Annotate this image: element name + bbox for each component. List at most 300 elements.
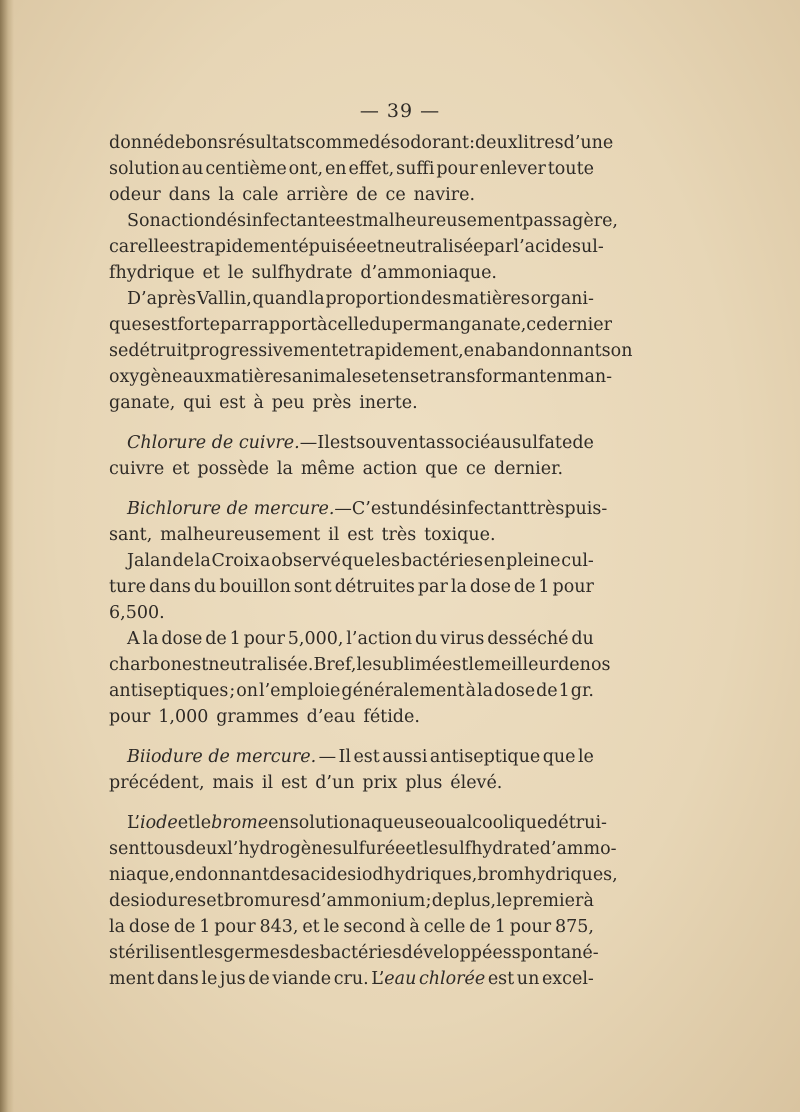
word: dose xyxy=(128,917,170,937)
word: du xyxy=(193,577,217,597)
word: la xyxy=(142,629,159,649)
text-line xyxy=(109,626,594,652)
word: se xyxy=(109,341,129,361)
word: C’est xyxy=(351,499,398,519)
word: ment xyxy=(109,969,155,989)
text-line xyxy=(109,678,594,704)
word: : xyxy=(469,133,475,153)
text-line xyxy=(109,770,594,796)
word: L’iode xyxy=(127,813,178,833)
word: suffi xyxy=(396,159,435,179)
word: dans xyxy=(168,185,211,205)
word: a xyxy=(260,551,271,571)
word: Il xyxy=(317,433,330,453)
word: souvent xyxy=(356,433,426,453)
word: brome xyxy=(211,813,269,833)
word: pleine xyxy=(506,551,561,571)
word: de xyxy=(205,629,227,649)
word: dans xyxy=(156,969,199,989)
word: de xyxy=(536,681,558,701)
word: solution xyxy=(109,159,180,179)
word: niaque, xyxy=(109,865,175,885)
word: dose xyxy=(494,681,536,701)
text-line xyxy=(109,548,594,574)
word: est xyxy=(280,773,308,793)
word: d’eau xyxy=(306,707,356,727)
word: est xyxy=(487,969,515,989)
word: 1 xyxy=(538,577,550,597)
word: animales xyxy=(291,367,372,387)
word: de xyxy=(173,917,196,937)
word: bromhydriques, xyxy=(477,865,618,885)
body-text xyxy=(109,130,633,992)
word: permanganate, xyxy=(391,315,527,335)
text-line xyxy=(109,156,594,182)
word: nos xyxy=(579,655,611,675)
word: le xyxy=(195,813,212,833)
word: et xyxy=(366,237,384,257)
word: est xyxy=(347,525,374,545)
word: le xyxy=(422,839,439,859)
word: sublimé xyxy=(372,655,443,675)
word: le xyxy=(227,263,244,283)
word: précédent, xyxy=(109,773,205,793)
word: desséché xyxy=(487,629,569,649)
word: détrui- xyxy=(547,813,607,833)
word: à xyxy=(583,891,594,911)
word: est xyxy=(219,393,246,413)
word: d’ammonium xyxy=(309,891,426,911)
word: solution xyxy=(289,813,361,833)
text-line xyxy=(109,862,618,888)
word: est xyxy=(442,655,469,675)
word: le xyxy=(356,655,373,675)
word: 875, xyxy=(554,917,594,937)
word: fhydrique xyxy=(109,263,195,283)
word: en xyxy=(174,865,197,885)
section-heading: Bichlorure de mercure. xyxy=(127,499,335,519)
word: Jalan xyxy=(127,551,172,571)
word: le xyxy=(201,969,218,989)
word: abandonnant xyxy=(485,341,602,361)
word: en xyxy=(324,159,347,179)
word: sulfate xyxy=(512,433,573,453)
word: 1 xyxy=(199,917,211,937)
text-line xyxy=(109,430,594,456)
word: viande xyxy=(272,969,332,989)
word: et xyxy=(177,813,196,833)
word: désinfectant xyxy=(419,499,530,519)
word: la xyxy=(450,577,467,597)
word: dose xyxy=(161,629,203,649)
word: — xyxy=(334,499,352,519)
word: les xyxy=(198,943,224,963)
word: navire. xyxy=(413,185,476,205)
word: meilleur xyxy=(484,655,559,675)
word: gr. xyxy=(570,681,594,701)
word: transformant xyxy=(429,367,547,387)
word: épuisée xyxy=(298,237,367,257)
word: du xyxy=(414,629,438,649)
word: fétide. xyxy=(363,707,420,727)
word: est xyxy=(150,315,178,335)
word: en xyxy=(268,813,290,833)
word: matières xyxy=(452,289,530,309)
text-line xyxy=(109,364,613,390)
word: est xyxy=(329,433,357,453)
word: sont xyxy=(293,577,332,597)
word: de xyxy=(469,917,491,937)
section-heading: Chlorure de cuivre. xyxy=(127,433,300,453)
word: d’ammo- xyxy=(539,839,617,859)
word: l’acide xyxy=(513,237,573,257)
word: et xyxy=(172,459,190,479)
word: est xyxy=(169,237,196,257)
word: 5,000, xyxy=(287,629,344,649)
word: la xyxy=(308,289,325,309)
word: centième xyxy=(205,159,287,179)
word: effet, xyxy=(348,159,395,179)
word: la xyxy=(276,459,293,479)
text-line xyxy=(109,522,594,548)
word: grammes xyxy=(216,707,299,727)
word: 1 xyxy=(494,917,506,937)
word: aux xyxy=(182,367,215,387)
word: la xyxy=(109,917,126,937)
word: virus xyxy=(440,629,485,649)
word: 6,500. xyxy=(109,603,165,623)
word: on xyxy=(236,681,259,701)
word: inerte. xyxy=(359,393,418,413)
word: aqueuse xyxy=(360,813,435,833)
word: et xyxy=(405,839,423,859)
word: est xyxy=(353,747,380,767)
word: organi- xyxy=(530,289,594,309)
word: en xyxy=(463,341,486,361)
word: excel- xyxy=(541,969,594,989)
word: alcoolique xyxy=(456,813,548,833)
word: pour xyxy=(509,917,552,937)
text-line xyxy=(109,260,594,286)
text-line xyxy=(109,496,608,522)
word: observé xyxy=(271,551,341,571)
word: généralement xyxy=(341,681,465,701)
word: de xyxy=(163,133,186,153)
word: aussi xyxy=(382,747,428,767)
word: deux xyxy=(474,133,518,153)
word: et xyxy=(371,367,389,387)
page-number: — 39 — xyxy=(359,100,441,122)
word: comme xyxy=(305,133,370,153)
word: même xyxy=(300,459,355,479)
word: dernier xyxy=(546,315,612,335)
text-line xyxy=(109,888,594,914)
text-line xyxy=(109,338,633,364)
word: au xyxy=(490,433,513,453)
word: iodures xyxy=(139,891,207,911)
word: le xyxy=(496,891,513,911)
word: des xyxy=(288,943,320,963)
word: la xyxy=(194,551,211,571)
word: le xyxy=(323,917,340,937)
text-line xyxy=(109,940,599,966)
word: détruites xyxy=(334,577,415,597)
word: Bref, xyxy=(313,655,357,675)
word: odeur xyxy=(109,185,161,205)
text-line xyxy=(109,456,594,482)
word: sulfurée xyxy=(332,839,406,859)
word: à xyxy=(409,917,420,937)
word: oxygène xyxy=(109,367,183,387)
word: Il xyxy=(338,747,352,767)
word: bactéries xyxy=(319,943,402,963)
word: enlever xyxy=(479,159,546,179)
word: d’un xyxy=(315,773,355,793)
text-line xyxy=(109,390,594,416)
word: se xyxy=(410,367,430,387)
word: plus, xyxy=(453,891,497,911)
word: est xyxy=(335,211,363,231)
word: iodhydriques, xyxy=(356,865,478,885)
word: ont, xyxy=(288,159,324,179)
word: malheureusement xyxy=(362,211,523,231)
word: sant, xyxy=(109,525,153,545)
word: second xyxy=(343,917,406,937)
word: la xyxy=(218,185,235,205)
word: 843, xyxy=(259,917,299,937)
word: ; xyxy=(229,681,236,701)
word: neutralisée. xyxy=(208,655,314,675)
word: bromures xyxy=(223,891,310,911)
word: celle xyxy=(327,315,370,335)
word: par xyxy=(417,577,448,597)
word: il xyxy=(328,525,340,545)
word: ture xyxy=(109,577,147,597)
word: pour xyxy=(552,577,594,597)
word: stérilisent xyxy=(109,943,199,963)
word: rapidement, xyxy=(355,341,464,361)
text-line xyxy=(109,652,611,678)
word: de xyxy=(356,185,378,205)
word: celle xyxy=(423,917,466,937)
word: A xyxy=(127,629,140,649)
word: l’hydrogène xyxy=(227,839,333,859)
word: arrière xyxy=(286,185,349,205)
word: ce xyxy=(385,185,406,205)
word: car xyxy=(109,237,138,257)
word: deux xyxy=(184,839,228,859)
word: 1,000 xyxy=(158,707,209,727)
word: cuivre xyxy=(109,459,165,479)
word: — xyxy=(299,433,318,453)
word: que xyxy=(425,459,458,479)
word: d’une xyxy=(563,133,614,153)
text-line xyxy=(109,286,594,312)
word: rapidement xyxy=(195,237,299,257)
word: prix xyxy=(362,773,398,793)
word: associé xyxy=(425,433,491,453)
word: elle xyxy=(137,237,170,257)
word: et xyxy=(302,917,320,937)
text-line xyxy=(109,914,594,940)
text-line xyxy=(109,966,594,992)
word: très xyxy=(381,525,417,545)
word: et xyxy=(202,263,220,283)
word: résultats xyxy=(227,133,306,153)
word: en xyxy=(388,367,411,387)
word: mais xyxy=(212,773,254,793)
word: donné xyxy=(109,133,164,153)
text-line xyxy=(109,234,604,260)
text-line xyxy=(109,574,594,600)
word: jus xyxy=(219,969,246,989)
word: litres xyxy=(517,133,564,153)
word: action xyxy=(362,459,418,479)
word: et xyxy=(338,341,356,361)
word: à xyxy=(253,393,264,413)
word: est xyxy=(181,655,209,675)
word: possède xyxy=(197,459,270,479)
word: sul- xyxy=(572,237,604,257)
word: en xyxy=(546,367,568,387)
word: sulfhydrate xyxy=(438,839,540,859)
text-line xyxy=(109,744,594,770)
word: il xyxy=(261,773,274,793)
word: désodorant xyxy=(369,133,470,153)
word: ; xyxy=(425,891,432,911)
text-line xyxy=(109,836,617,862)
word: pour xyxy=(109,707,151,727)
word: sent xyxy=(109,839,147,859)
word: charbon xyxy=(109,655,182,675)
word: un xyxy=(516,969,540,989)
word: dans xyxy=(149,577,191,597)
word: à xyxy=(465,681,477,701)
word: ce xyxy=(465,459,487,479)
word: pour xyxy=(436,159,478,179)
word: du xyxy=(369,315,392,335)
word: désinfectante xyxy=(215,211,336,231)
word: développées xyxy=(401,943,512,963)
word: bactéries xyxy=(400,551,484,571)
word: d’ammoniaque. xyxy=(360,263,497,283)
word: détruit xyxy=(128,341,190,361)
word: L’eau xyxy=(371,969,417,989)
word: proportion xyxy=(325,289,421,309)
word: de xyxy=(558,655,580,675)
word: à xyxy=(317,315,328,335)
word: pour xyxy=(243,629,285,649)
word: des xyxy=(420,289,452,309)
word: antiseptique xyxy=(429,747,541,767)
word: de xyxy=(431,891,454,911)
word: cru. xyxy=(333,969,369,989)
word: antiseptiques xyxy=(109,681,229,701)
word: de xyxy=(172,551,195,571)
word: bouillon xyxy=(219,577,291,597)
word: l’emploie xyxy=(259,681,341,701)
word: l’action xyxy=(346,629,413,649)
text-line xyxy=(109,810,607,836)
word: un xyxy=(397,499,420,519)
text-line xyxy=(109,130,614,156)
word: 1 xyxy=(229,629,241,649)
word: 1 xyxy=(558,681,570,701)
word: plus xyxy=(405,773,443,793)
word: progressivement xyxy=(189,341,339,361)
word: rapport xyxy=(249,315,318,335)
word: pour xyxy=(214,917,256,937)
page-edge-shadow xyxy=(0,0,14,1112)
word: le xyxy=(577,747,594,767)
word: chlorée xyxy=(418,969,486,989)
text-line xyxy=(109,182,594,208)
word: cul- xyxy=(561,551,594,571)
word: des xyxy=(269,865,300,885)
word: bons xyxy=(185,133,228,153)
word: Croix xyxy=(211,551,260,571)
word: quand xyxy=(252,289,308,309)
word: dose xyxy=(469,577,511,597)
word: la xyxy=(477,681,494,701)
word: tous xyxy=(146,839,185,859)
word: — xyxy=(318,747,337,767)
word: le xyxy=(468,655,485,675)
word: qui xyxy=(183,393,212,413)
word: acides xyxy=(299,865,357,885)
word: neutralisée xyxy=(383,237,484,257)
word: en xyxy=(483,551,506,571)
word: ou xyxy=(434,813,457,833)
word: que xyxy=(542,747,576,767)
word: malheureusement xyxy=(160,525,321,545)
word: ganate, xyxy=(109,393,176,413)
word: D’après xyxy=(127,289,196,309)
word: forte xyxy=(177,315,220,335)
word: près xyxy=(312,393,352,413)
word: spontané- xyxy=(511,943,599,963)
word: sulfhydrate xyxy=(251,263,353,283)
word: premier xyxy=(512,891,584,911)
word: élevé. xyxy=(450,773,503,793)
word: passagère, xyxy=(522,211,618,231)
word: toute xyxy=(547,159,594,179)
text-line xyxy=(109,600,594,626)
word: et xyxy=(206,891,224,911)
word: toxique. xyxy=(424,525,496,545)
word: man- xyxy=(567,367,613,387)
word: de xyxy=(572,433,594,453)
word: son xyxy=(601,341,633,361)
word: les xyxy=(375,551,401,571)
word: Son xyxy=(127,211,161,231)
word: puis- xyxy=(564,499,608,519)
text-line xyxy=(109,312,612,338)
word: de xyxy=(248,969,270,989)
word: de xyxy=(513,577,536,597)
word: Vallin, xyxy=(196,289,252,309)
word: par xyxy=(483,237,514,257)
word: au xyxy=(181,159,204,179)
word: très xyxy=(529,499,565,519)
word: donnant xyxy=(196,865,270,885)
word: cale xyxy=(242,185,279,205)
text-line xyxy=(109,704,594,730)
word: action xyxy=(160,211,216,231)
text-line xyxy=(109,208,618,234)
word: des xyxy=(109,891,140,911)
word: peu xyxy=(271,393,305,413)
